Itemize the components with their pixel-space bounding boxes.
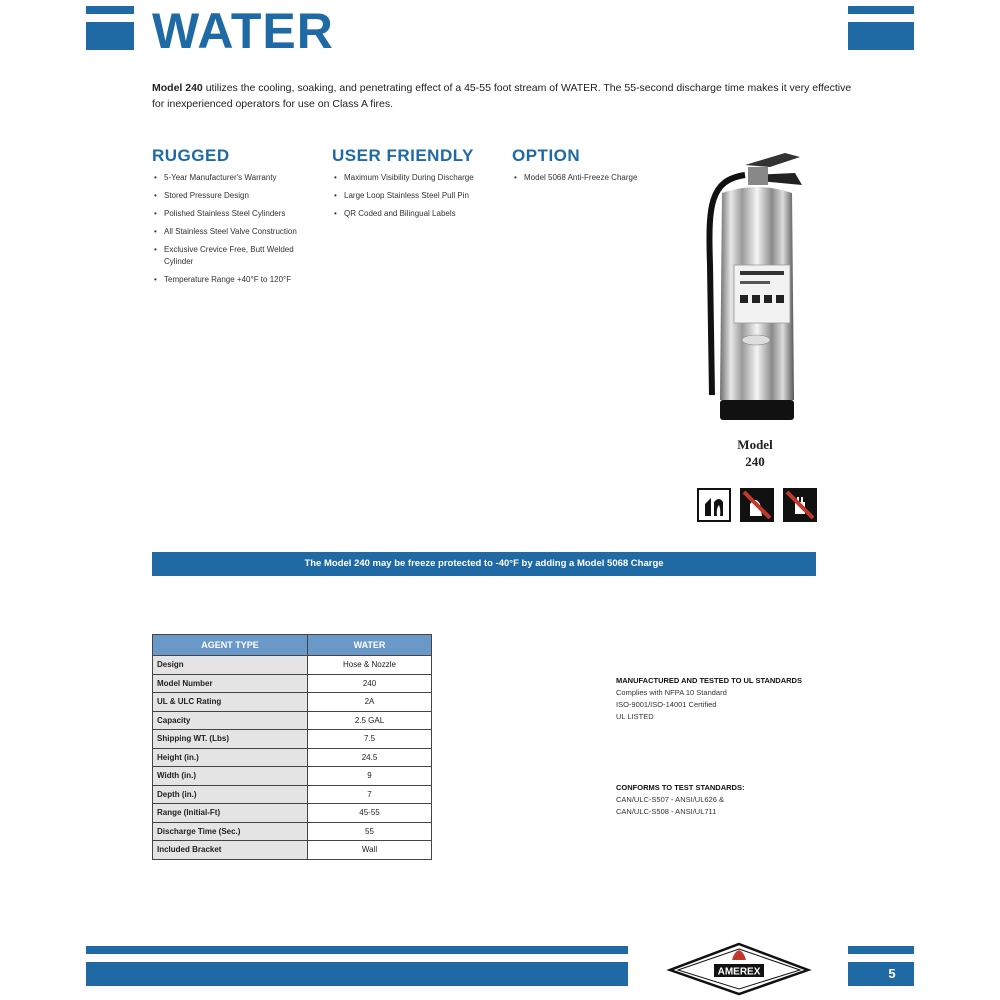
table-row [153, 748, 432, 767]
table-row [153, 693, 432, 712]
footer-bar-left [86, 962, 628, 986]
spec-table [152, 634, 432, 860]
spec-value: 7 [308, 785, 432, 804]
header-bar-left [86, 22, 134, 50]
user-friendly-heading: USER FRIENDLY [332, 146, 474, 165]
conforms-standards [616, 782, 744, 818]
rugged-item: • Polished Stainless Steel Cylinders [164, 208, 324, 220]
table-row [153, 656, 432, 675]
page-number: 5 [888, 966, 896, 981]
conforms-line: CAN/ULC-S508 - ANSI/UL711 [616, 807, 717, 816]
spec-header-key: AGENT TYPE [153, 635, 308, 656]
spec-value: 240 [308, 674, 432, 693]
spec-value: 2A [308, 693, 432, 712]
table-row [153, 822, 432, 841]
header-bar-right-top [848, 6, 914, 14]
spec-value: 24.5 [308, 748, 432, 767]
table-row [153, 711, 432, 730]
rugged-item: • All Stainless Steel Valve Construction [164, 226, 324, 238]
table-row [153, 767, 432, 786]
spec-key: Shipping WT. (Lbs) [153, 730, 308, 749]
class-a-fire-icon [697, 488, 731, 522]
spec-value: 7.5 [308, 730, 432, 749]
rugged-item: • 5-Year Manufacturer's Warranty [164, 172, 324, 184]
rugged-item: • Temperature Range +40°F to 120°F [164, 274, 324, 286]
spec-value: 45-55 [308, 804, 432, 823]
fire-extinguisher-image [690, 145, 815, 430]
spec-key: Capacity [153, 711, 308, 730]
option-list [512, 172, 684, 190]
header-bar-left-top [86, 6, 134, 14]
freeze-protection-banner: The Model 240 may be freeze protected to -40°F by adding a Model 5068 Charge [152, 552, 816, 576]
spec-header-value: WATER [308, 635, 432, 656]
table-row [153, 674, 432, 693]
table-row [153, 841, 432, 860]
header-bar-right [848, 22, 914, 50]
intro-paragraph [152, 80, 852, 112]
spec-value: 9 [308, 767, 432, 786]
footer-bar-left-thin [86, 946, 628, 954]
model-label-line1: Model [737, 437, 773, 452]
rugged-list [152, 172, 324, 292]
user-friendly-item: • Maximum Visibility During Discharge [344, 172, 504, 184]
table-row [153, 804, 432, 823]
mfg-line: ISO-9001/ISO-14001 Certified [616, 700, 717, 709]
spec-table-header-row [153, 635, 432, 656]
manufactured-standards [616, 675, 802, 723]
conforms-standards-title: CONFORMS TO TEST STANDARDS: [616, 783, 745, 792]
mfg-line: UL LISTED [616, 712, 654, 721]
spec-key: Range (Initial-Ft) [153, 804, 308, 823]
spec-key: Depth (in.) [153, 785, 308, 804]
spec-value: Hose & Nozzle [308, 656, 432, 675]
page-title: WATER [152, 3, 334, 59]
model-label [715, 436, 795, 470]
table-row [153, 730, 432, 749]
spec-key: Model Number [153, 674, 308, 693]
user-friendly-item: • QR Coded and Bilingual Labels [344, 208, 504, 220]
amerex-logo-text: AMEREX [717, 966, 761, 978]
amerex-logo [666, 940, 812, 996]
table-row [153, 785, 432, 804]
spec-value: 55 [308, 822, 432, 841]
spec-key: Discharge Time (Sec.) [153, 822, 308, 841]
mfg-standards-title: MANUFACTURED AND TESTED TO UL STANDARDS [616, 676, 802, 685]
class-c-fire-prohibited-icon [783, 488, 817, 522]
spec-key: UL & ULC Rating [153, 693, 308, 712]
spec-key: Design [153, 656, 308, 675]
rugged-item: • Stored Pressure Design [164, 190, 324, 202]
intro-model: Model 240 [152, 82, 203, 94]
option-heading: OPTION [512, 146, 581, 165]
intro-text: utilizes the cooling, soaking, and penetrating effect of a 45-55 foot stream of WATER. The 55-second discharge time makes it very effective for inexperienced operators for use on Class A fires. [152, 82, 852, 110]
mfg-line: Complies with NFPA 10 Standard [616, 688, 727, 697]
user-friendly-item: • Large Loop Stainless Steel Pull Pin [344, 190, 504, 202]
class-b-fire-prohibited-icon [740, 488, 774, 522]
spec-key: Width (in.) [153, 767, 308, 786]
rugged-item: • Exclusive Crevice Free, Butt Welded Cylinder [164, 244, 324, 268]
spec-key: Included Bracket [153, 841, 308, 860]
user-friendly-list [332, 172, 504, 226]
conforms-line: CAN/ULC-S507 - ANSI/UL626 & [616, 795, 724, 804]
footer-bar-right-thin [848, 946, 914, 954]
rugged-heading: RUGGED [152, 146, 230, 165]
model-label-line2: 240 [745, 454, 765, 469]
spec-key: Height (in.) [153, 748, 308, 767]
spec-value: 2.5 GAL [308, 711, 432, 730]
spec-value: Wall [308, 841, 432, 860]
option-item: • Model 5068 Anti-Freeze Charge [524, 172, 684, 184]
